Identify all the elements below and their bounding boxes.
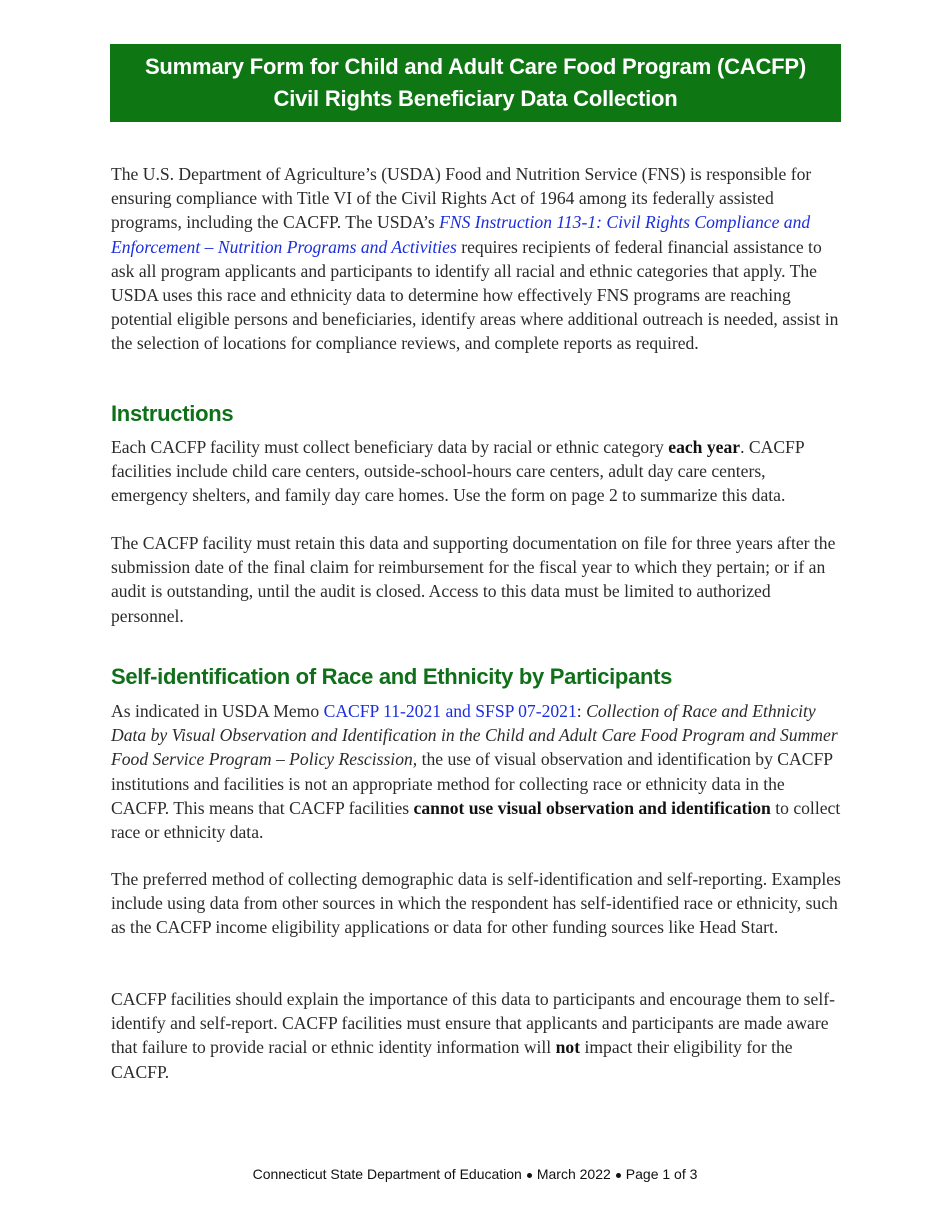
title-line-2: Civil Rights Beneficiary Data Collection xyxy=(273,86,678,111)
instructions-p1-text-a: Each CACFP facility must collect beneficiary data by racial or ethnic category xyxy=(111,437,669,457)
self-id-p3-bold: not xyxy=(555,1037,581,1058)
usda-memo-link[interactable]: CACFP 11-2021 and SFSP 07-2021 xyxy=(323,701,577,721)
self-id-p1-text-b: the use of visual observation and identification by CACFP institutions and facilities is not an appropriate method for collecting race or ethnicity data in the CACFP. This means that CACFP facilities xyxy=(111,749,833,818)
self-id-p1-colon: : xyxy=(576,701,587,721)
page-footer xyxy=(0,1166,950,1182)
self-id-p3-text-a: CACFP facilities should explain the importance of this data to participants and encourage them to self-identify and self-report. CACFP facilities must ensure that applicants and participants are made aware that failure to provide racial or ethnic identity information will xyxy=(111,989,835,1058)
intro-text-2: requires recipients of federal financial assistance to ask all program applicants and participants to identify all racial and ethnic categories that apply. The USDA uses this race and ethnicity data to determine how effectively FNS programs are reaching potential eligible persons and beneficiaries, identify areas where additional outreach is needed, assist in the selection of locations for compliance reviews, and complete reports as required. xyxy=(111,236,839,354)
self-id-paragraph-3 xyxy=(111,987,841,1084)
title-banner xyxy=(110,44,841,122)
footer-page-number: Page 1 of 3 xyxy=(625,1166,698,1182)
bullet-separator-icon xyxy=(616,1173,621,1178)
title-line-1: Summary Form for Child and Adult Care Food Program (CACFP) xyxy=(144,54,807,79)
bullet-separator-icon xyxy=(527,1173,532,1178)
self-id-p3-text-b: impact their eligibility for the CACFP. xyxy=(111,1037,793,1082)
footer-org: Connecticut State Department of Education xyxy=(252,1166,522,1182)
intro-paragraph xyxy=(111,162,841,356)
instructions-heading: Instructions xyxy=(111,401,234,426)
footer-date: March 2022 xyxy=(536,1166,611,1182)
self-id-paragraph-2 xyxy=(111,867,841,940)
fns-instruction-link[interactable]: FNS Instruction 113-1: Civil Rights Compliance and Enforcement – Nutrition Programs and Activities xyxy=(111,212,811,257)
self-id-paragraph-1 xyxy=(111,699,841,844)
instructions-p1-bold: each year xyxy=(668,437,741,457)
self-id-p1-text-c: to collect race or ethnicity data. xyxy=(111,797,841,843)
instructions-p1-text-b: . CACFP facilities include child care centers, outside-school-hours care centers, adult day care centers, emergency shelters, and family day care homes. Use the form on page 2 to summarize this data. xyxy=(111,437,804,506)
self-identification-heading: Self-identification of Race and Ethnicity by Participants xyxy=(111,664,673,689)
instructions-paragraph-2 xyxy=(111,531,841,628)
self-id-p1-italic: Collection of Race and Ethnicity Data by Visual Observation and Identification in the Child and Adult Care Food Program and Summer Food Service Program – Policy Rescission, xyxy=(111,701,838,770)
self-id-p2-text: The preferred method of collecting demographic data is self-identification and self-reporting. Examples include using data from other sources in which the respondent has self-identified race or ethnicity, such as the CACFP income eligibility applications or data for other funding sources like Head Start. xyxy=(111,869,841,938)
intro-text-1: The U.S. Department of Agriculture’s (USDA) Food and Nutrition Service (FNS) is responsible for ensuring compliance with Title VI of the Civil Rights Act of 1964 among its federally assisted programs, including the CACFP. The USDA’s xyxy=(111,164,812,233)
instructions-paragraph-1 xyxy=(111,435,841,508)
instructions-p2-text: The CACFP facility must retain this data and supporting documentation on file for three years after the submission date of the final claim for reimbursement for the fiscal year to which they pertain; or if an audit is outstanding, until the audit is closed. Access to this data must be limited to authorized personnel. xyxy=(111,533,836,626)
self-id-p1-bold: cannot use visual observation and identification xyxy=(413,797,771,818)
self-id-p1-text-a: As indicated in USDA Memo xyxy=(111,701,324,721)
